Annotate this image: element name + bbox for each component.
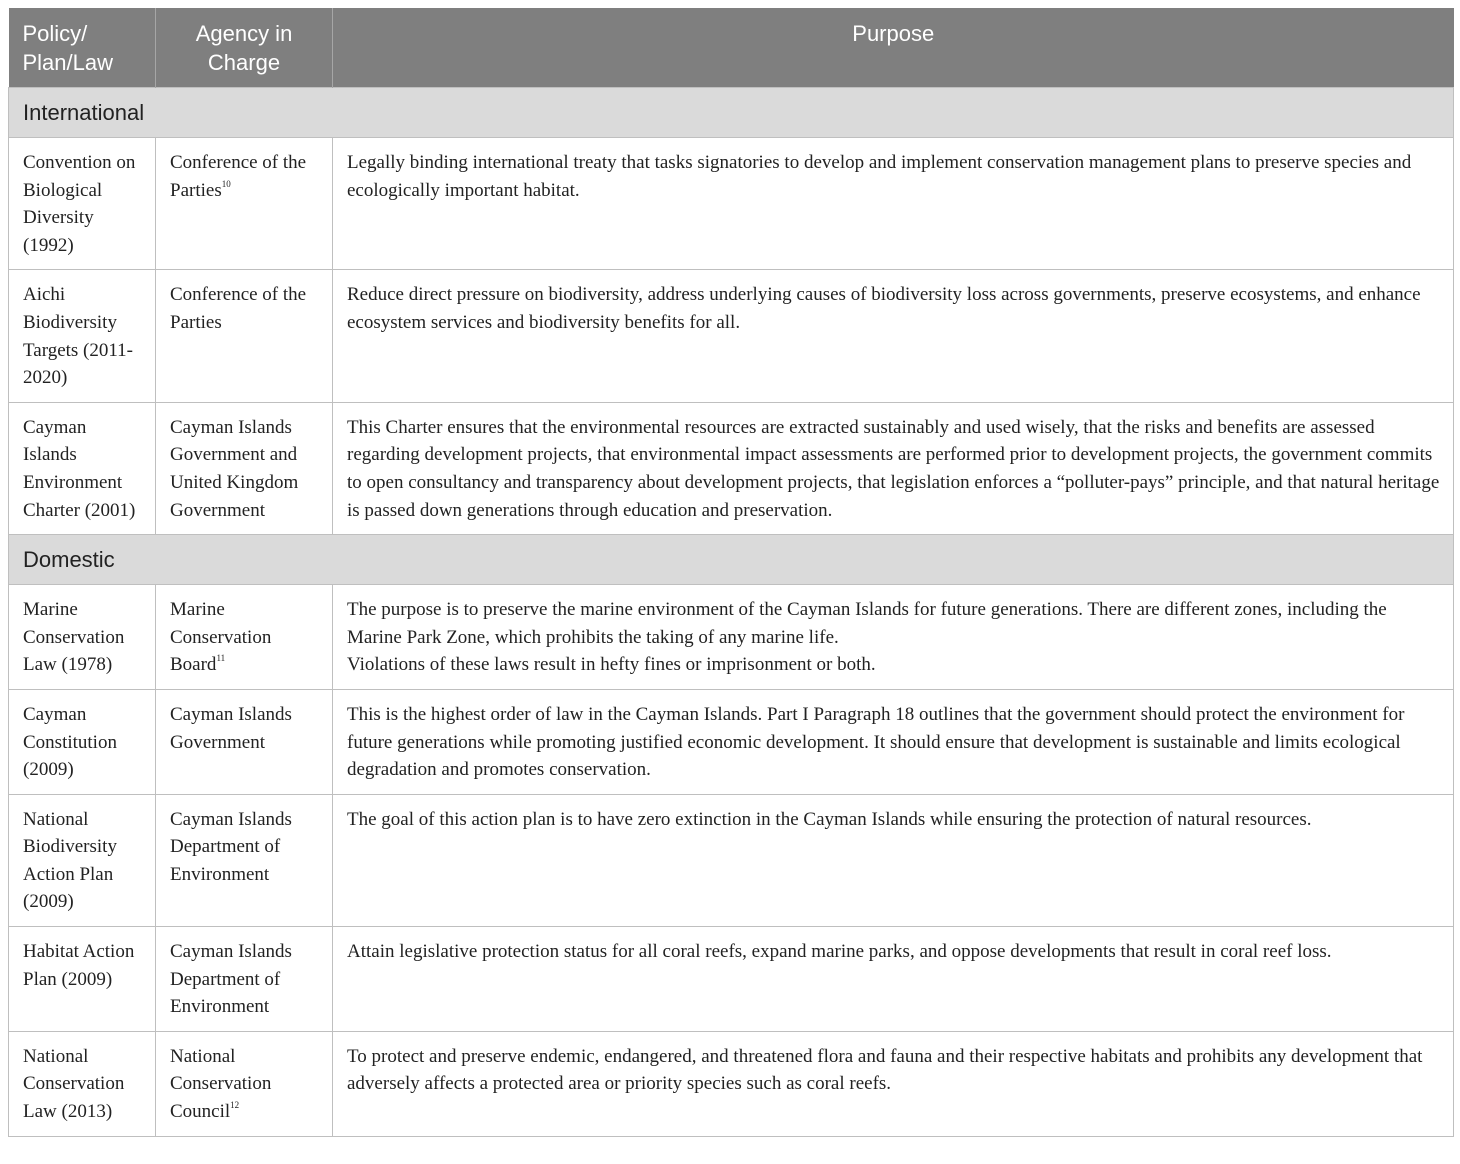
footnote-marker: 12 [230, 1100, 240, 1111]
policy-cell: National Biodiversity Action Plan (2009) [9, 794, 156, 926]
footnote-marker: 11 [216, 653, 226, 664]
agency-text: Marine Conservation Board [170, 599, 272, 676]
section-row-domestic [9, 535, 1454, 585]
purpose-cell: To protect and preserve endemic, endangered, and threatened flora and fauna and their respective habitats and prohibits any development that adversely affects a protected area or priority species such as coral reefs. [333, 1031, 1454, 1136]
agency-cell [156, 585, 333, 690]
header-purpose: Purpose [333, 8, 1454, 88]
policy-cell: Habitat Action Plan (2009) [9, 927, 156, 1032]
policy-cell: Cayman Islands Environment Charter (2001) [9, 402, 156, 534]
purpose-cell: This Charter ensures that the environmental resources are extracted sustainably and used wisely, that the risks and benefits are assessed regarding development projects, that environmental impact assessments are performed prior to development projects, the government commits to open consultancy and transparency about development projects, that legislation enforces a “polluter-pays” principle, and that natural heritage is passed down generations through education and preservation. [333, 402, 1454, 534]
purpose-cell [333, 585, 1454, 690]
table-body [9, 88, 1454, 1137]
policy-cell: Convention on Biological Diversity (1992) [9, 138, 156, 270]
table-row [9, 270, 1454, 402]
table-row [9, 927, 1454, 1032]
purpose-cell: Legally binding international treaty that tasks signatories to develop and implement conservation management plans to preserve species and ecologically important habitat. [333, 138, 1454, 270]
agency-cell [156, 1031, 333, 1136]
table-row [9, 1031, 1454, 1136]
agency-text: Conference of the Parties [170, 152, 307, 201]
table-row [9, 138, 1454, 270]
policy-table [8, 8, 1454, 1137]
table-row [9, 402, 1454, 534]
section-row-international [9, 88, 1454, 138]
section-label-international: International [9, 88, 1454, 138]
purpose-cell: This is the highest order of law in the Cayman Islands. Part I Paragraph 18 outlines that the government should protect the environment for future generations while promoting justified economic development. It should ensure that development is sustainable and limits ecological degradation and promotes conservation. [333, 689, 1454, 794]
table-row [9, 585, 1454, 690]
agency-cell: Cayman Islands Government [156, 689, 333, 794]
agency-cell [156, 138, 333, 270]
header-row [9, 8, 1454, 88]
policy-table-container [8, 8, 1453, 1137]
agency-cell: Cayman Islands Department of Environment [156, 927, 333, 1032]
agency-cell: Conference of the Parties [156, 270, 333, 402]
header-policy: Policy/ Plan/Law [9, 8, 156, 88]
table-row [9, 689, 1454, 794]
purpose-cell: Attain legislative protection status for all coral reefs, expand marine parks, and oppose developments that result in coral reef loss. [333, 927, 1454, 1032]
agency-cell: Cayman Islands Government and United Kingdom Government [156, 402, 333, 534]
purpose-paragraph: Violations of these laws result in hefty fines or imprisonment or both. [347, 654, 876, 676]
table-row [9, 794, 1454, 926]
purpose-cell: The goal of this action plan is to have zero extinction in the Cayman Islands while ensuring the protection of natural resources. [333, 794, 1454, 926]
agency-cell: Cayman Islands Department of Environment [156, 794, 333, 926]
header-agency: Agency in Charge [156, 8, 333, 88]
table-header [9, 8, 1454, 88]
policy-cell: Cayman Constitution (2009) [9, 689, 156, 794]
purpose-paragraph: The purpose is to preserve the marine environment of the Cayman Islands for future generations. There are different zones, including the Marine Park Zone, which prohibits the taking of any marine life. [347, 599, 1387, 648]
purpose-cell: Reduce direct pressure on biodiversity, address underlying causes of biodiversity loss across governments, preserve ecosystems, and enhance ecosystem services and biodiversity benefits for all. [333, 270, 1454, 402]
footnote-marker: 10 [221, 178, 231, 189]
section-label-domestic: Domestic [9, 535, 1454, 585]
policy-cell: Marine Conservation Law (1978) [9, 585, 156, 690]
agency-text: National Conservation Council [170, 1045, 272, 1123]
policy-cell: National Conservation Law (2013) [9, 1031, 156, 1136]
policy-cell: Aichi Biodiversity Targets (2011-2020) [9, 270, 156, 402]
